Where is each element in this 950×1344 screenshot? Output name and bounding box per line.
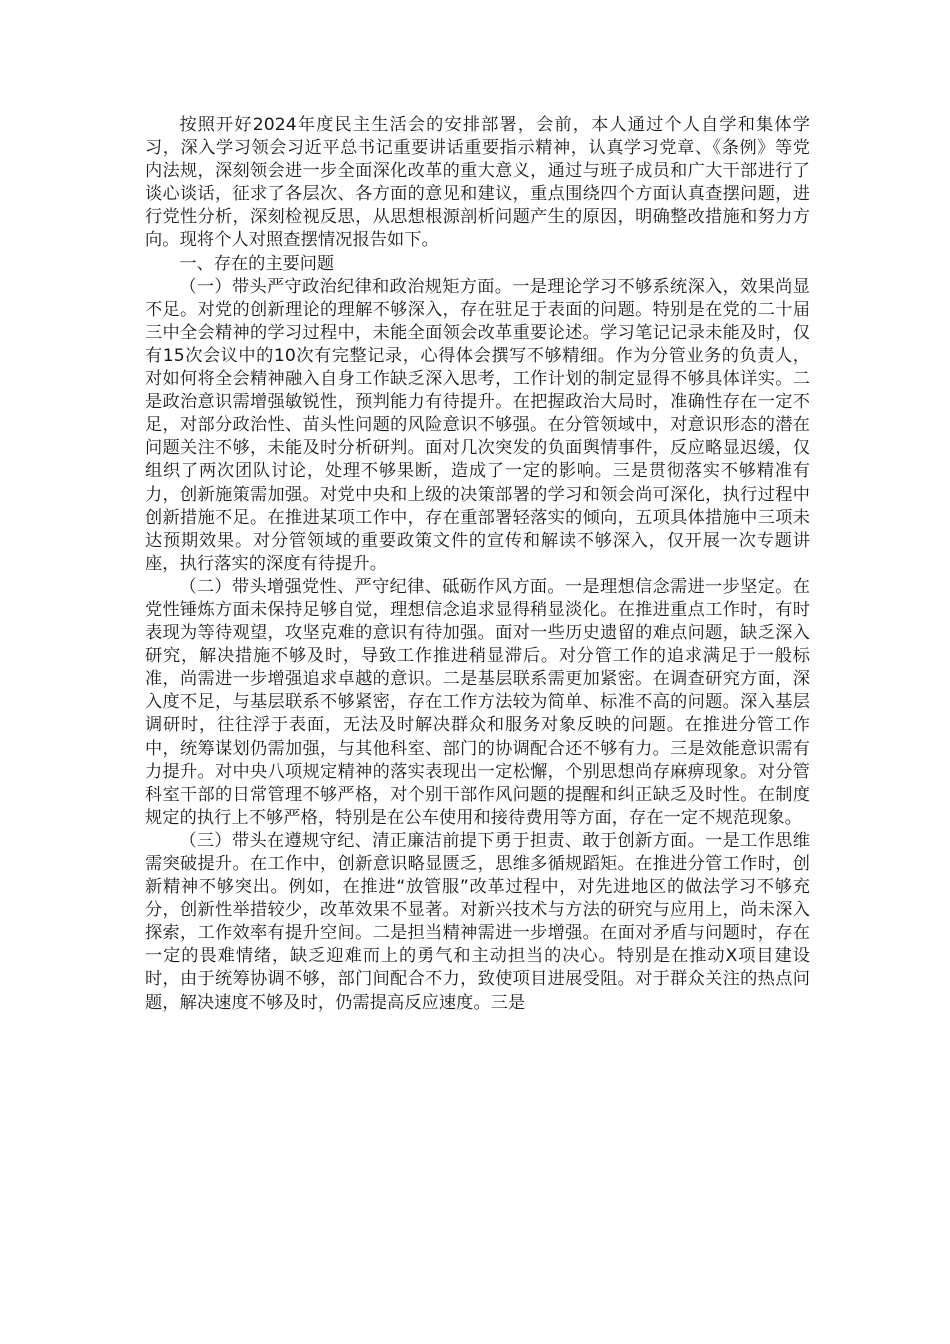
body-paragraph: （三）带头在遵规守纪、清正廉洁前提下勇于担责、敢于创新方面。一是工作思维需突破提升。在工作中，创新意识略显匮乏，思维多循规蹈矩。在推进分管工作时，创新精神不够突出。例如，在推进“放管服”改革过程中，对先进地区的做法学习不够充分，创新性举措较少，改革效果不显著。对新兴技术与方法的研究与应用上，尚未深入探索，工作效率有提升空间。二是担当精神需进一步增强。在面对矛盾与问题时，存在一定的畏难情绪，缺乏迎难而上的勇气和主动担当的决心。特别是在推动X项目建设时，由于统筹协调不够，部门间配合不力，致使项目进展受阻。对于群众关注的热点问题，解决速度不够及时，仍需提高反应速度。三是 [145, 830, 810, 1013]
section-heading: 一、存在的主要问题 [179, 253, 335, 274]
body-paragraph: （一）带头严守政治纪律和政治规矩方面。一是理论学习不够系统深入，效果尚显不足。对党的创新理论的理解不够深入，存在驻足于表面的问题。特别是在党的二十届三中全会精神的学习过程中，未能全面领会改革重要论述。学习笔记记录未能及时，仅有15次会议中的10次有完整记录，心得体会撰写不够精细。作为分管业务的负责人，对如何将全会精神融入自身工作缺乏深入思考，工作计划的制定显得不够具体详实。二是政治意识需增强敏锐性，预判能力有待提升。在把握政治大局时，准确性存在一定不足，对部分政治性、苗头性问题的风险意识不够强。在分管领域中，对意识形态的潜在问题关注不够，未能及时分析研判。面对几次突发的负面舆情事件，反应略显迟缓，仅组织了两次团队讨论，处理不够果断，造成了一定的影响。三是贯彻落实不够精准有力，创新施策需加强。对党中央和上级的决策部署的学习和领会尚可深化，执行过程中创新措施不足。在推进某项工作中，存在重部署轻落实的倾向，五项具体措施中三项未达预期效果。对分管领域的重要政策文件的宣传和解读不够深入，仅开展一次专题讲座，执行落实的深度有待提升。 [145, 276, 810, 574]
intro-paragraph: 按照开好2024年度民主生活会的安排部署，会前，本人通过个人自学和集体学习，深入学习领会习近平总书记重要讲话重要指示精神，认真学习党章、《条例》等党内法规，深刻领会进一步全面深化改革的重大意义，通过与班子成员和广大干部进行了谈心谈话，征求了各层次、各方面的意见和建议，重点围绕四个方面认真查摆问题，进行党性分析，深刻检视反思，从思想根源剖析问题产生的原因，明确整改措施和努力方向。现将个人对照查摆情况报告如下。 [145, 115, 810, 251]
body-paragraph: （二）带头增强党性、严守纪律、砥砺作风方面。一是理想信念需进一步坚定。在党性锤炼方面未保持足够自觉，理想信念追求显得稍显淡化。在推进重点工作时，有时表现为等待观望，攻坚克难的意识有待加强。面对一些历史遗留的难点问题，缺乏深入研究，解决措施不够及时，导致工作推进稍显滞后。对分管工作的追求满足于一般标准，尚需进一步增强追求卓越的意识。二是基层联系需更加紧密。在调查研究方面，深入度不足，与基层联系不够紧密，存在工作方法较为简单、标准不高的问题。深入基层调研时，往往浮于表面，无法及时解决群众和服务对象反映的问题。在推进分管工作中，统筹谋划仍需加强，与其他科室、部门的协调配合还不够有力。三是效能意识需有力提升。对中央八项规定精神的落实表现出一定松懈，个别思想尚存麻痹现象。对分管科室干部的日常管理不够严格，对个别干部作风问题的提醒和纠正缺乏及时性。在制度规定的执行上不够严格，特别是在公车使用和接待费用等方面，存在一定不规范现象。 [145, 576, 810, 828]
document-page [145, 114, 810, 1015]
